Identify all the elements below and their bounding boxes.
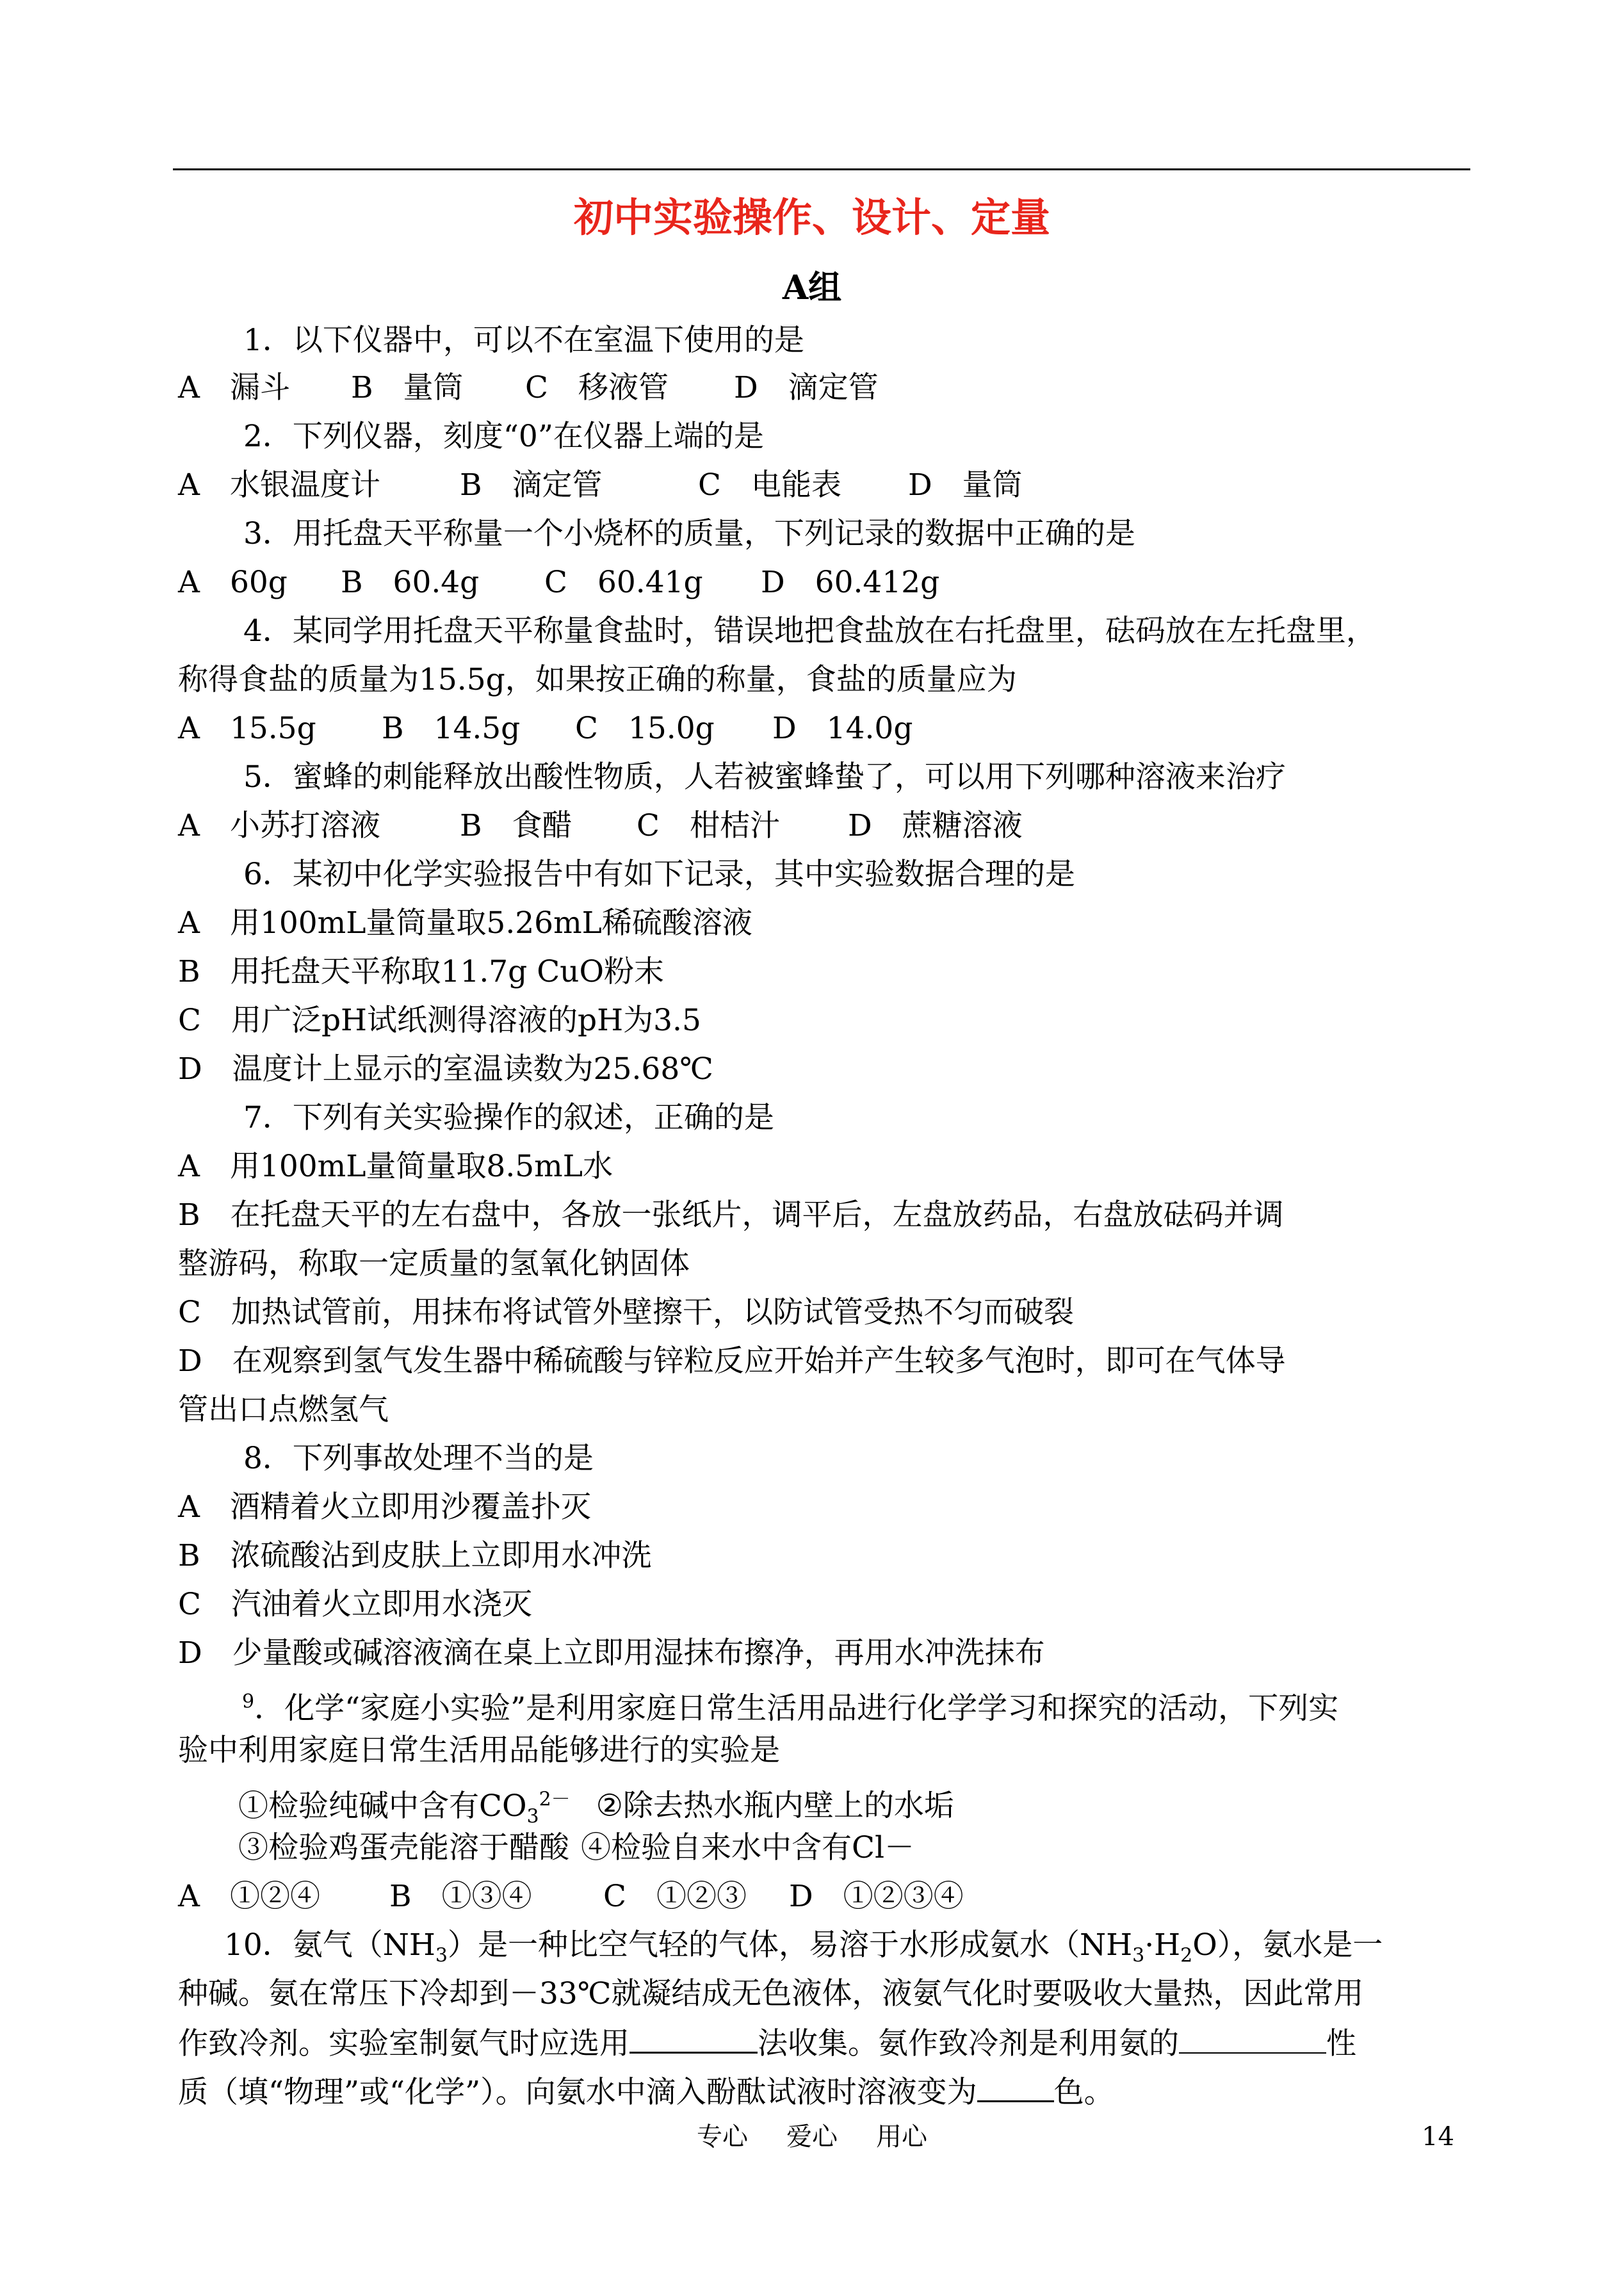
option-d: D 14.0g [772, 711, 913, 746]
option-a: A 漏斗 [178, 370, 290, 405]
question-10-line4: 质（填“物理”或“化学”）。向氨水中滴入酚酞试液时溶液变为 色。 [178, 2071, 1114, 2113]
question-1-options [178, 368, 879, 409]
option-b: B 滴定管 [460, 467, 603, 503]
document-title: 初中实验操作、设计、定量 [573, 194, 1050, 241]
question-2-options [178, 465, 1023, 506]
option-c: C ①②③ [603, 1879, 747, 1914]
option-c: C 15.0g [575, 711, 715, 746]
option-b: B 60.4g [341, 565, 480, 600]
option-c: C 移液管 [525, 370, 669, 405]
option-c: C 电能表 [698, 467, 841, 503]
question-7-stem: 7．下列有关实验操作的叙述，正确的是 [243, 1100, 774, 1135]
question-10-line1: 10．氨气$(NH_3)$是一种比空气轻的气体，易溶于水形成氨水$(NH_3\cdot H_2O)$，氨水是一 [224, 1927, 1383, 1967]
item-1: ①检验纯碱中含有$CO_3^{2-}$ [238, 1788, 571, 1828]
fill-blank-collection-method[interactable] [629, 2022, 758, 2054]
option-c: C 柑桔汁 [637, 808, 780, 843]
option-d: D 蔗糖溶液 [848, 808, 1023, 843]
question-8-option-a: A 酒精着火立即用沙覆盖扑灭 [178, 1489, 591, 1525]
option-c: C 60.41g [544, 565, 703, 600]
question-4-options [178, 708, 913, 749]
question-10-line2: 种碱。氨在常压下冷却到－33℃就凝结成无色液体，液氨气化时要吸收大量热，因此常用 [178, 1976, 1364, 2011]
question-6-option-b: B 用托盘天平称取11.7g CuO粉末 [178, 954, 664, 989]
question-2-stem: 2．下列仪器，刻度“0”在仪器上端的是 [243, 419, 764, 454]
question-6-option-d: D 温度计上显示的室温读数为25.68℃ [178, 1051, 713, 1087]
question-6-stem: 6．某初中化学实验报告中有如下记录，其中实验数据合理的是 [243, 857, 1075, 892]
question-9-items-row2 [238, 1828, 914, 1869]
question-8-option-b: B 浓硫酸沾到皮肤上立即用水冲洗 [178, 1538, 652, 1573]
question-7-option-d-line2: 管出口点燃氢气 [178, 1392, 389, 1427]
option-b: B ①③④ [389, 1879, 532, 1914]
option-a: A 60g [178, 565, 288, 600]
footer-motto: 专心 爱心 用心 [697, 2122, 927, 2152]
question-7-option-b-line1: B 在托盘天平的左右盘中，各放一张纸片，调平后，左盘放药品，右盘放砝码并调 [178, 1197, 1284, 1233]
question-6-option-a: A 用100mL量筒量取5.26mL稀硫酸溶液 [178, 905, 752, 941]
question-9-stem-line2: 验中利用家庭日常生活用品能够进行的实验是 [178, 1733, 780, 1768]
question-9-stem-line1: $^9$．化学“家庭小实验”是利用家庭日常生活用品进行化学学习和探究的活动，下列实 [242, 1691, 1339, 1726]
question-10-line3: 作致冷剂。实验室制氨气时应选用 法收集。氨作致冷剂是利用氨的 性 [178, 2022, 1356, 2064]
question-3-options [178, 562, 939, 603]
question-7-option-b-line2: 整游码，称取一定质量的氢氧化钠固体 [178, 1246, 690, 1281]
question-9-number: 9 [242, 1691, 255, 1713]
question-8-stem: 8．下列事故处理不当的是 [243, 1441, 594, 1476]
option-d: D 量筒 [908, 467, 1023, 503]
option-a: A ①②④ [178, 1879, 320, 1914]
fill-blank-color[interactable] [977, 2071, 1054, 2102]
question-5-options [178, 806, 1023, 847]
option-d: D 滴定管 [734, 370, 879, 405]
question-9-options [178, 1876, 964, 1917]
question-7-option-d-line1: D 在观察到氢气发生器中稀硫酸与锌粒反应开始并产生较多气泡时，即可在气体导 [178, 1343, 1286, 1379]
option-b: B 量筒 [351, 370, 464, 405]
question-7-option-a: A 用100mL量简量取8.5mL水 [178, 1149, 613, 1184]
item-2: ②除去热水瓶内壁上的水垢 [596, 1788, 954, 1824]
question-4-stem-line2: 称得食盐的质量为15.5g，如果按正确的称量，食盐的质量应为 [178, 662, 1017, 697]
option-a: A 水银温度计 [178, 467, 380, 503]
question-5-stem: 5．蜜蜂的刺能释放出酸性物质，人若被蜜蜂蛰了，可以用下列哪种溶液来治疗 [243, 759, 1286, 795]
question-8-option-c: C 汽油着火立即用水浇灭 [178, 1587, 532, 1622]
option-b: B 食醋 [460, 808, 572, 843]
option-a: A 小苏打溶液 [178, 808, 380, 843]
option-a: A 15.5g [178, 711, 316, 746]
header-rule [173, 168, 1470, 170]
group-heading: A组 [782, 268, 842, 307]
fill-blank-property-type[interactable] [1179, 2023, 1326, 2054]
option-d: D ①②③④ [789, 1879, 964, 1914]
question-6-option-c: C 用广泛pH试纸测得溶液的pH为3.5 [178, 1003, 701, 1038]
option-b: B 14.5g [382, 711, 521, 746]
item-4: ④检验自来水中含有Cl－ [581, 1830, 914, 1865]
question-1-stem: 1．以下仪器中，可以不在室温下使用的是 [243, 323, 804, 358]
option-d: D 60.412g [761, 565, 940, 600]
question-8-option-d: D 少量酸或碱溶液滴在桌上立即用湿抹布擦净，再用水冲洗抹布 [178, 1635, 1045, 1671]
page-number: 14 [1422, 2122, 1454, 2152]
question-7-option-c: C 加热试管前，用抹布将试管外壁擦干，以防试管受热不匀而破裂 [178, 1295, 1074, 1330]
question-3-stem: 3．用托盘天平称量一个小烧杯的质量，下列记录的数据中正确的是 [243, 516, 1135, 551]
item-3: ③检验鸡蛋壳能溶于醋酸 [238, 1830, 569, 1865]
question-4-stem-line1: 4．某同学用托盘天平称量食盐时，错误地把食盐放在右托盘里，砝码放在左托盘里， [243, 613, 1376, 649]
